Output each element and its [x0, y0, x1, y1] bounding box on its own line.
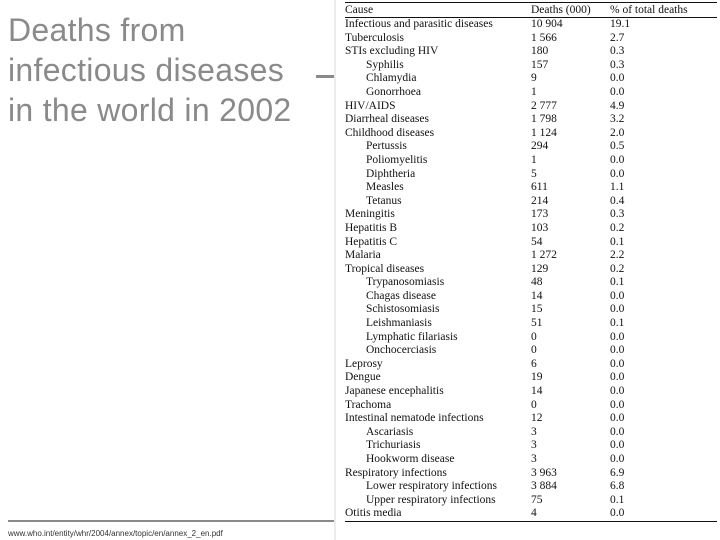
row-cause: Trypanosomiasis — [366, 276, 445, 289]
row-cause: Upper respiratory infections — [366, 493, 496, 506]
row-cause: Malaria — [345, 249, 381, 262]
row-pct: 0.1 — [610, 276, 625, 289]
table-row — [345, 467, 717, 481]
row-deaths: 0 — [531, 398, 537, 411]
row-pct: 0.3 — [610, 208, 625, 221]
table-row — [345, 100, 717, 114]
row-deaths: 129 — [531, 262, 549, 275]
row-cause: HIV/AIDS — [345, 99, 396, 112]
row-deaths: 157 — [531, 58, 549, 71]
row-pct: 0.3 — [610, 45, 625, 58]
table-row — [345, 344, 717, 358]
row-deaths: 15 — [531, 303, 543, 316]
row-deaths: 5 — [531, 167, 537, 180]
table-row — [345, 72, 717, 86]
table-row — [345, 385, 717, 399]
row-deaths: 75 — [531, 493, 543, 506]
row-pct: 0.3 — [610, 58, 625, 71]
table-row — [345, 140, 717, 154]
row-deaths: 3 884 — [531, 480, 557, 493]
row-cause: Japanese encephalitis — [345, 385, 444, 398]
row-deaths: 54 — [531, 235, 543, 248]
table-row — [345, 276, 717, 290]
row-pct: 6.8 — [610, 480, 625, 493]
row-pct: 3.2 — [610, 113, 625, 126]
row-cause: Respiratory infections — [345, 466, 447, 479]
row-cause: Lower respiratory infections — [366, 480, 497, 493]
row-cause: Diphtheria — [366, 167, 416, 180]
table-row — [345, 32, 717, 46]
row-cause: Otitis media — [345, 507, 402, 520]
table-row — [345, 154, 717, 168]
table-row — [345, 208, 717, 222]
header-pct: % of total deaths — [610, 4, 688, 16]
row-cause: Tuberculosis — [345, 31, 404, 44]
row-cause: Ascariasis — [366, 425, 414, 438]
row-deaths: 3 — [531, 439, 537, 452]
row-pct: 2.7 — [610, 31, 625, 44]
row-pct: 0.0 — [610, 357, 625, 370]
row-pct: 0.0 — [610, 153, 625, 166]
table-row — [345, 494, 717, 508]
slide-title-line: in the world in 2002 — [8, 92, 292, 128]
row-pct: 0.2 — [610, 262, 625, 275]
row-deaths: 14 — [531, 289, 543, 302]
table-row — [345, 331, 717, 345]
row-deaths: 294 — [531, 140, 549, 153]
table-row — [345, 399, 717, 413]
row-cause: Hepatitis C — [345, 235, 398, 248]
title-accent-dash — [316, 75, 334, 78]
row-pct: 0.0 — [610, 425, 625, 438]
row-pct: 0.0 — [610, 289, 625, 302]
row-cause: Dengue — [345, 371, 381, 384]
table-row — [345, 195, 717, 209]
row-cause: Childhood diseases — [345, 126, 435, 139]
header-cause: Cause — [345, 4, 374, 16]
row-pct: 0.4 — [610, 194, 625, 207]
row-cause: Chlamydia — [366, 72, 417, 85]
row-pct: 0.0 — [610, 72, 625, 85]
table-row — [345, 113, 717, 127]
row-cause: Syphilis — [366, 58, 404, 71]
row-deaths: 1 566 — [531, 31, 557, 44]
row-deaths: 1 124 — [531, 126, 557, 139]
row-pct: 6.9 — [610, 466, 625, 479]
row-pct: 0.0 — [610, 507, 625, 520]
row-deaths: 48 — [531, 276, 543, 289]
row-cause: Measles — [366, 181, 404, 194]
table-row — [345, 127, 717, 141]
row-deaths: 1 — [531, 153, 537, 166]
row-cause: Intestinal nematode infections — [345, 412, 484, 425]
row-deaths: 19 — [531, 371, 543, 384]
row-cause: Poliomyelitis — [366, 153, 428, 166]
row-pct: 19.1 — [610, 18, 631, 30]
row-deaths: 180 — [531, 45, 549, 58]
table-row — [345, 168, 717, 182]
row-pct: 0.1 — [610, 317, 625, 330]
row-deaths: 51 — [531, 317, 543, 330]
table-row — [345, 358, 717, 372]
table-row — [345, 412, 717, 426]
row-deaths: 0 — [531, 330, 537, 343]
row-deaths: 6 — [531, 357, 537, 370]
slide-title-line: Deaths from — [8, 12, 186, 48]
table-row — [345, 222, 717, 236]
header-deaths: Deaths (000) — [531, 4, 591, 16]
table-row — [345, 453, 717, 467]
deaths-table — [345, 2, 717, 522]
row-cause: Onchocerciasis — [366, 344, 437, 357]
row-pct: 0.2 — [610, 221, 625, 234]
row-pct: 0.0 — [610, 303, 625, 316]
table-row — [345, 236, 717, 250]
table-row — [345, 59, 717, 73]
vertical-divider — [334, 0, 336, 540]
row-pct: 0.5 — [610, 140, 625, 153]
source-citation: www.who.int/entity/whr/2004/annex/topic/en/annex_2_en.pdf — [8, 529, 223, 538]
row-pct: 0.0 — [610, 344, 625, 357]
row-deaths: 103 — [531, 221, 549, 234]
row-deaths: 1 — [531, 85, 537, 98]
row-cause: Tropical diseases — [345, 262, 425, 275]
table-row — [345, 303, 717, 317]
row-deaths: 10 904 — [531, 18, 563, 30]
table-row — [345, 507, 717, 521]
row-pct: 0.0 — [610, 85, 625, 98]
row-pct: 0.0 — [610, 371, 625, 384]
row-pct: 0.0 — [610, 398, 625, 411]
row-cause: Schistosomiasis — [366, 303, 440, 316]
row-deaths: 1 272 — [531, 249, 557, 262]
row-pct: 2.0 — [610, 126, 625, 139]
row-pct: 0.0 — [610, 439, 625, 452]
row-deaths: 3 963 — [531, 466, 557, 479]
row-deaths: 173 — [531, 208, 549, 221]
table-header — [345, 3, 717, 17]
row-deaths: 4 — [531, 507, 537, 520]
row-cause: Tetanus — [366, 194, 402, 207]
table-row — [345, 263, 717, 277]
row-pct: 0.1 — [610, 235, 625, 248]
row-cause: Gonorrhoea — [366, 85, 421, 98]
table-body — [345, 18, 717, 521]
table-row — [345, 18, 717, 32]
row-pct: 1.1 — [610, 181, 625, 194]
row-pct: 0.0 — [610, 330, 625, 343]
table-row — [345, 290, 717, 304]
table-row — [345, 45, 717, 59]
row-cause: Diarrheal diseases — [345, 113, 429, 126]
row-pct: 0.0 — [610, 385, 625, 398]
table-row — [345, 249, 717, 263]
row-cause: Trachoma — [345, 398, 392, 411]
table-row — [345, 86, 717, 100]
row-deaths: 2 777 — [531, 99, 557, 112]
row-cause: Trichuriasis — [366, 439, 421, 452]
table-row — [345, 439, 717, 453]
table-row — [345, 480, 717, 494]
row-deaths: 1 798 — [531, 113, 557, 126]
row-cause: Infectious and parasitic diseases — [345, 18, 493, 30]
row-deaths: 12 — [531, 412, 543, 425]
slide-title — [8, 10, 313, 130]
row-cause: Chagas disease — [366, 289, 436, 302]
row-deaths: 0 — [531, 344, 537, 357]
row-cause: Hepatitis B — [345, 221, 398, 234]
row-deaths: 611 — [531, 181, 548, 194]
row-deaths: 3 — [531, 425, 537, 438]
row-deaths: 14 — [531, 385, 543, 398]
row-deaths: 214 — [531, 194, 549, 207]
row-pct: 0.0 — [610, 167, 625, 180]
row-pct: 0.1 — [610, 493, 625, 506]
table-row — [345, 371, 717, 385]
row-deaths: 9 — [531, 72, 537, 85]
row-deaths: 3 — [531, 453, 537, 465]
table-row — [345, 426, 717, 440]
row-cause: Leishmaniasis — [366, 317, 432, 330]
row-cause: Lymphatic filariasis — [366, 330, 458, 343]
row-pct: 0.0 — [610, 412, 625, 425]
bottom-rule — [8, 520, 334, 522]
row-cause: Pertussis — [366, 140, 407, 153]
table-row — [345, 317, 717, 331]
row-pct: 4.9 — [610, 99, 625, 112]
table-bottom-rule — [345, 521, 717, 522]
row-cause: Meningitis — [345, 208, 395, 221]
row-pct: 2.2 — [610, 249, 625, 262]
table-row — [345, 181, 717, 195]
row-cause: Hookworm disease — [366, 453, 455, 465]
slide-title-line: infectious diseases — [8, 52, 285, 88]
row-cause: STIs excluding HIV — [345, 45, 439, 58]
row-cause: Leprosy — [345, 357, 383, 370]
row-pct: 0.0 — [610, 453, 625, 465]
